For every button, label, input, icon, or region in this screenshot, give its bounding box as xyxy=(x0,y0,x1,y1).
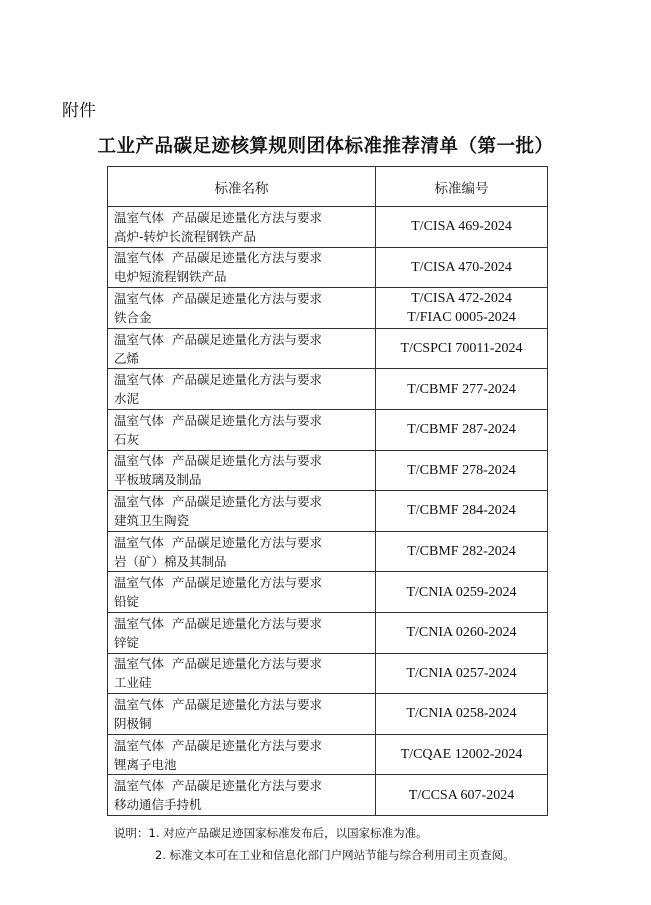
standards-table xyxy=(107,166,548,816)
standard-code-cell xyxy=(376,328,548,369)
standard-code-cell xyxy=(376,775,548,816)
standard-name-line1: 温室气体 产品碳足迹量化方法与要求 xyxy=(114,656,322,672)
table-row xyxy=(108,694,548,735)
header-standard-code: 标准编号 xyxy=(376,167,548,207)
standard-name-cell xyxy=(108,734,376,775)
standard-code: T/CQAE 12002-2024 xyxy=(400,747,523,763)
standard-name-line2: 锂离子电池 xyxy=(114,756,177,772)
standard-name-line1: 温室气体 产品碳足迹量化方法与要求 xyxy=(114,778,322,794)
standard-name-line1: 温室气体 产品碳足迹量化方法与要求 xyxy=(114,493,322,509)
table-row xyxy=(108,775,548,816)
standard-code: T/CBMF 287-2024 xyxy=(407,422,516,438)
standard-code-cell xyxy=(376,409,548,450)
standard-name-line2: 工业硅 xyxy=(114,675,152,691)
table-row xyxy=(108,247,548,288)
table-row xyxy=(108,531,548,572)
note-2: 2. 标准文本可在工业和信息化部门户网站节能与综合利用司主页查阅。 xyxy=(155,848,515,862)
standard-name-line2: 平板玻璃及制品 xyxy=(114,472,202,488)
standard-code-cell xyxy=(376,612,548,653)
note-1: 说明：1. 对应产品碳足迹国家标准发布后，以国家标准为准。 xyxy=(114,826,428,840)
standard-name-line2: 移动通信手持机 xyxy=(114,797,202,813)
standard-name-line1: 温室气体 产品碳足迹量化方法与要求 xyxy=(114,737,322,753)
notes xyxy=(114,822,515,866)
table-row xyxy=(108,409,548,450)
standard-code: T/CNIA 0258-2024 xyxy=(406,706,517,722)
standard-code-cell xyxy=(376,531,548,572)
standard-name-line2: 岩（矿）棉及其制品 xyxy=(114,553,227,569)
standard-name-line2: 电炉短流程钢铁产品 xyxy=(114,269,227,285)
standard-code: T/CNIA 0257-2024 xyxy=(406,665,517,681)
standard-name-line2: 建筑卫生陶瓷 xyxy=(114,512,190,528)
standard-code: T/CNIA 0260-2024 xyxy=(406,625,517,641)
standard-name-line2: 水泥 xyxy=(114,391,140,407)
attachment-label: 附件 xyxy=(62,101,96,121)
standard-name-cell xyxy=(108,491,376,532)
document-title: 工业产品碳足迹核算规则团体标准推荐清单（第一批） xyxy=(97,136,554,157)
standard-name-line1: 温室气体 产品碳足迹量化方法与要求 xyxy=(114,331,322,347)
table-row xyxy=(108,369,548,410)
standard-name-line1: 温室气体 产品碳足迹量化方法与要求 xyxy=(114,575,322,591)
standard-code: T/CBMF 282-2024 xyxy=(407,544,516,560)
standard-name-line1: 温室气体 产品碳足迹量化方法与要求 xyxy=(114,290,322,306)
standard-name-line2: 铅锭 xyxy=(114,594,140,610)
standard-name-line1: 温室气体 产品碳足迹量化方法与要求 xyxy=(114,412,322,428)
standard-name-line2: 阴极铜 xyxy=(114,715,152,731)
standard-code: T/CISA 469-2024 xyxy=(411,219,512,235)
table-row xyxy=(108,450,548,491)
header-standard-name: 标准名称 xyxy=(108,167,376,207)
standard-name-cell xyxy=(108,572,376,613)
standard-name-line2: 锌锭 xyxy=(114,634,140,650)
standard-name-cell xyxy=(108,612,376,653)
standard-code-cell xyxy=(376,207,548,248)
standard-code-cell xyxy=(376,247,548,288)
table-row xyxy=(108,491,548,532)
table-row xyxy=(108,653,548,694)
standard-name-line2: 石灰 xyxy=(114,431,140,447)
standard-name-line1: 温室气体 产品碳足迹量化方法与要求 xyxy=(114,209,322,225)
standard-code: T/CCSA 607-2024 xyxy=(408,787,515,803)
standard-code-cell xyxy=(376,369,548,410)
standard-name-cell xyxy=(108,653,376,694)
standard-name-line1: 温室气体 产品碳足迹量化方法与要求 xyxy=(114,250,322,266)
standard-code-secondary: T/FIAC 0005-2024 xyxy=(407,309,516,325)
standard-code: T/CBMF 277-2024 xyxy=(407,381,516,397)
standard-code: T/CISA 470-2024 xyxy=(411,259,512,275)
standard-name-line2: 乙烯 xyxy=(114,350,140,366)
standard-name-cell xyxy=(108,207,376,248)
standard-name-line1: 温室气体 产品碳足迹量化方法与要求 xyxy=(114,372,322,388)
standard-code-cell xyxy=(376,734,548,775)
table-header-row xyxy=(108,167,548,207)
standard-name-cell xyxy=(108,328,376,369)
table-row xyxy=(108,288,548,329)
standard-code-cell xyxy=(376,288,548,329)
standard-code: T/CNIA 0259-2024 xyxy=(406,584,517,600)
standard-name-line1: 温室气体 产品碳足迹量化方法与要求 xyxy=(114,615,322,631)
standard-name-cell xyxy=(108,775,376,816)
table-row xyxy=(108,734,548,775)
standard-name-cell xyxy=(108,694,376,735)
table-row xyxy=(108,572,548,613)
table-body xyxy=(108,207,548,816)
standard-code: T/CBMF 278-2024 xyxy=(407,462,516,478)
standard-code-cell xyxy=(376,491,548,532)
standard-name-cell xyxy=(108,369,376,410)
table-row xyxy=(108,612,548,653)
standard-code: T/CSPCI 70011-2024 xyxy=(400,341,523,357)
standard-code-cell xyxy=(376,572,548,613)
standard-name-cell xyxy=(108,288,376,329)
standard-code-cell xyxy=(376,450,548,491)
standard-code-cell xyxy=(376,694,548,735)
standard-name-cell xyxy=(108,531,376,572)
standard-name-cell xyxy=(108,409,376,450)
standard-code: T/CISA 472-2024 xyxy=(411,290,512,306)
standard-code: T/CBMF 284-2024 xyxy=(407,503,516,519)
standard-name-line1: 温室气体 产品碳足迹量化方法与要求 xyxy=(114,534,322,550)
standard-name-line2: 高炉-转炉长流程钢铁产品 xyxy=(114,228,257,244)
table-row xyxy=(108,207,548,248)
standard-name-line1: 温室气体 产品碳足迹量化方法与要求 xyxy=(114,453,322,469)
table-row xyxy=(108,328,548,369)
standard-name-line2: 铁合金 xyxy=(114,309,152,325)
standard-code-cell xyxy=(376,653,548,694)
standard-name-line1: 温室气体 产品碳足迹量化方法与要求 xyxy=(114,696,322,712)
standard-name-cell xyxy=(108,450,376,491)
standard-name-cell xyxy=(108,247,376,288)
